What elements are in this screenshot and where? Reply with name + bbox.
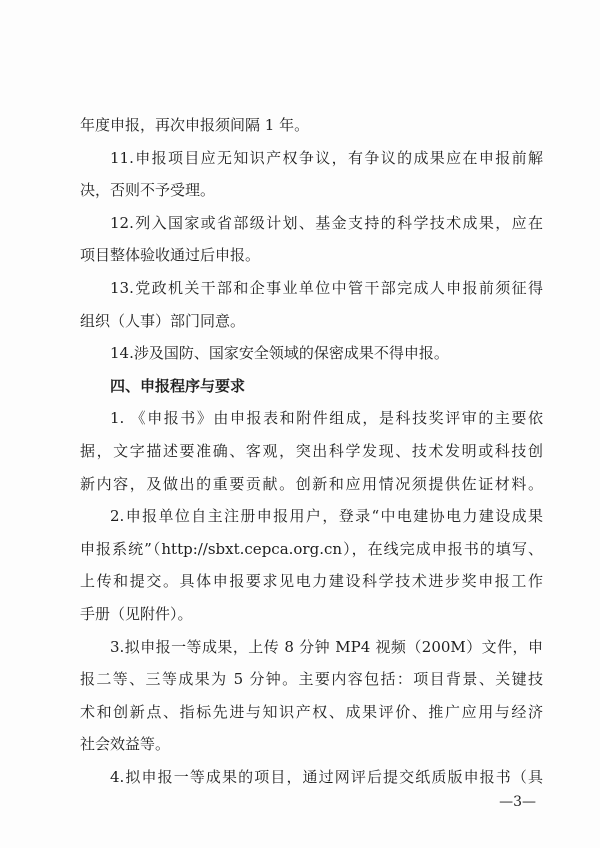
rule-item-14: 14.涉及国防、国家安全领域的保密成果不得申报。: [110, 344, 449, 363]
rule-item-11: 11.申报项目应无知识产权争议，有争议的成果应在申报前解: [110, 148, 543, 167]
text-line: 据，文字描述要准确、客观，突出科学发现、技术发明或科技创: [80, 441, 543, 460]
rule-item-13: 13.党政机关干部和企事业单位中管干部完成人申报前须征得: [110, 278, 543, 297]
procedure-item-2: 2.申报单位自主注册申报用户，登录“中电建协电力建设成果: [110, 507, 543, 526]
page-number: —3—: [499, 794, 536, 810]
text-line: 报二等、三等成果为 5 分钟。主要内容包括：项目背景、关键技: [80, 670, 543, 689]
text-line: 决，否则不予受理。: [80, 181, 216, 200]
rule-item-12: 12.列入国家或省部级计划、基金支持的科学技术成果，应在: [110, 213, 543, 232]
section-heading: 四、申报程序与要求: [110, 376, 246, 395]
text-line: 术和创新点、指标先进与知识产权、成果评价、推广应用与经济: [80, 702, 543, 721]
text-line: 手册（见附件）。: [80, 604, 193, 623]
text-line: 社会效益等。: [80, 735, 171, 754]
text-line: 申报系统”（http://sbxt.cepca.org.cn），在线完成申报书的填写、: [80, 539, 543, 558]
procedure-item-4: 4.拟申报一等成果的项目，通过网评后提交纸质版申报书（具: [110, 767, 543, 786]
procedure-item-1: 1. 《申报书》由申报表和附件组成，是科技奖评审的主要依: [110, 409, 543, 428]
procedure-item-3: 3.拟申报一等成果，上传 8 分钟 MP4 视频（200M）文件，申: [110, 637, 543, 656]
text-line: 年度申报，再次申报须间隔 1 年。: [80, 116, 310, 134]
text-line: 项目整体验收通过后申报。: [80, 246, 261, 265]
text-line: 上传和提交。具体申报要求见电力建设科学技术进步奖申报工作: [80, 572, 543, 591]
text-line: 新内容，及做出的重要贡献。创新和应用情况须提供佐证材料。: [80, 474, 543, 493]
text-line: 组织（人事）部门同意。: [80, 311, 246, 330]
document-body: [80, 117, 543, 801]
